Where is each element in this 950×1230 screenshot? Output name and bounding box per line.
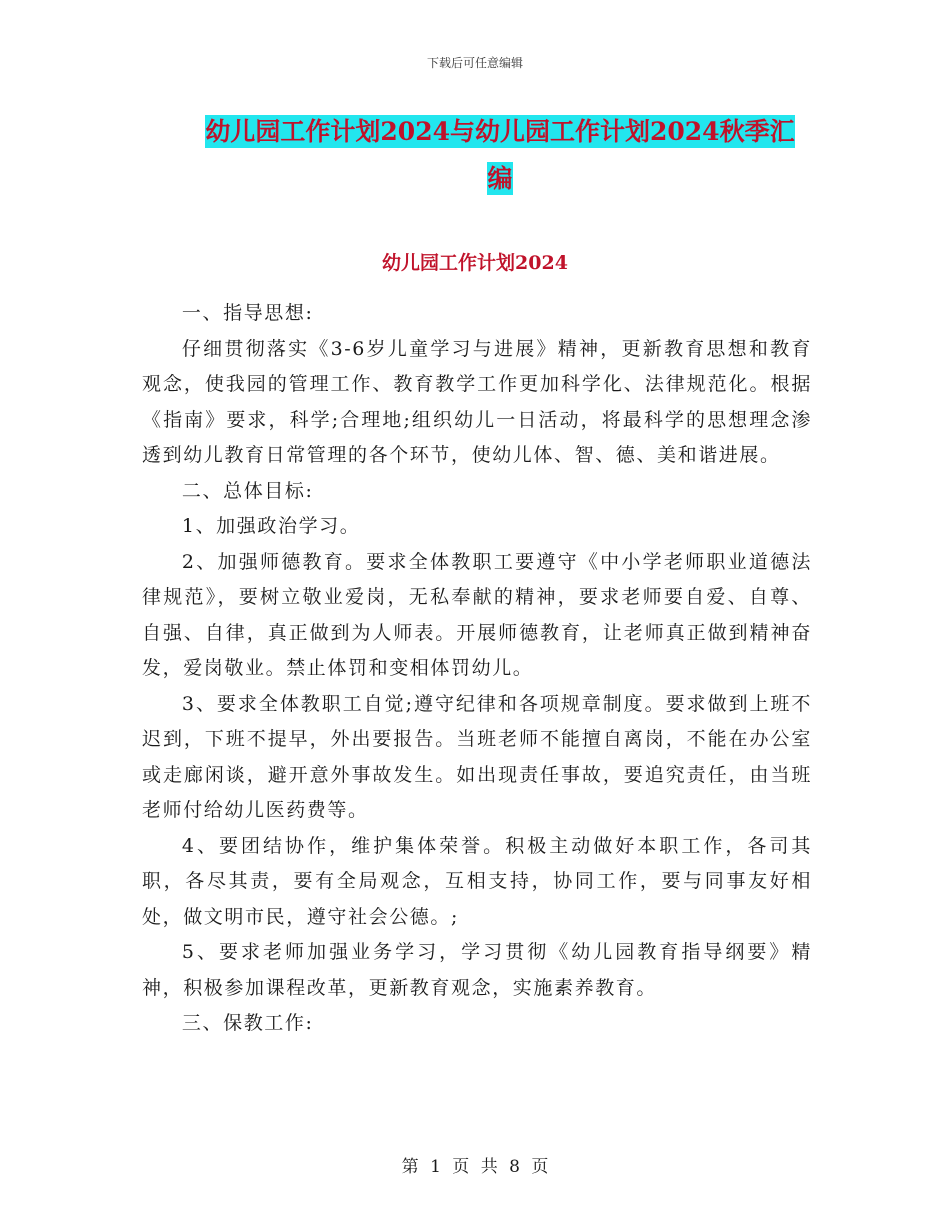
header-note: 下载后可任意编辑 bbox=[426, 56, 523, 70]
paragraph-heading-care-education: 三、保教工作: bbox=[181, 1012, 314, 1034]
document-title-line-1: 幼儿园工作计划2024与幼儿园工作计划2024秋季汇 bbox=[205, 117, 795, 146]
document-title-line-2: 编 bbox=[487, 164, 513, 193]
paragraph: 3、要求全体教职工自觉;遵守纪律和各项规章制度。要求做到上班不迟到，下班不提早，外出要报告。当班老师不能擅自离岗，不能在办公室或走廊闲谈，避开意外事故发生。如出现责任事故，要追究责任，由当班老师付给幼儿医药费等。 bbox=[142, 692, 812, 821]
paragraph-heading-guiding-thought: 一、指导思想: bbox=[181, 302, 314, 324]
paragraph: 2、加强师德教育。要求全体教职工要遵守《中小学老师职业道德法律规范》，要树立敬业爱岗，无私奉献的精神，要求老师要自爱、自尊、自强、自律，真正做到为人师表。开展师德教育，让老师真正做到精神奋发，爱岗敬业。禁止体罚和变相体罚幼儿。 bbox=[142, 550, 812, 679]
paragraph: 5、要求老师加强业务学习，学习贯彻《幼儿园教育指导纲要》精神，积极参加课程改革，更新教育观念，实施素养教育。 bbox=[142, 941, 812, 999]
paragraph: 1、加强政治学习。 bbox=[181, 515, 361, 537]
paragraph-heading-overall-goals: 二、总体目标: bbox=[181, 479, 314, 502]
document-title bbox=[190, 108, 810, 202]
page-number-footer: 第 1 页 共 8 页 bbox=[401, 1157, 549, 1177]
document-body bbox=[142, 296, 812, 1042]
paragraph: 4、要团结协作，维护集体荣誉。积极主动做好本职工作，各司其职，各尽其责，要有全局观念，互相支持，协同工作，要与同事友好相处，做文明市民，遵守社会公德。; bbox=[142, 834, 812, 928]
section-title: 幼儿园工作计划2024 bbox=[382, 252, 568, 274]
paragraph: 仔细贯彻落实《3-6岁儿童学习与进展》精神，更新教育思想和教育观念，使我园的管理工作、教育教学工作更加科学化、法律规范化。根据《指南》要求，科学;合理地;组织幼儿一日活动，将最科学的思想理念渗透到幼儿教育日常管理的各个环节，使幼儿体、智、德、美和谐进展。 bbox=[142, 337, 812, 466]
